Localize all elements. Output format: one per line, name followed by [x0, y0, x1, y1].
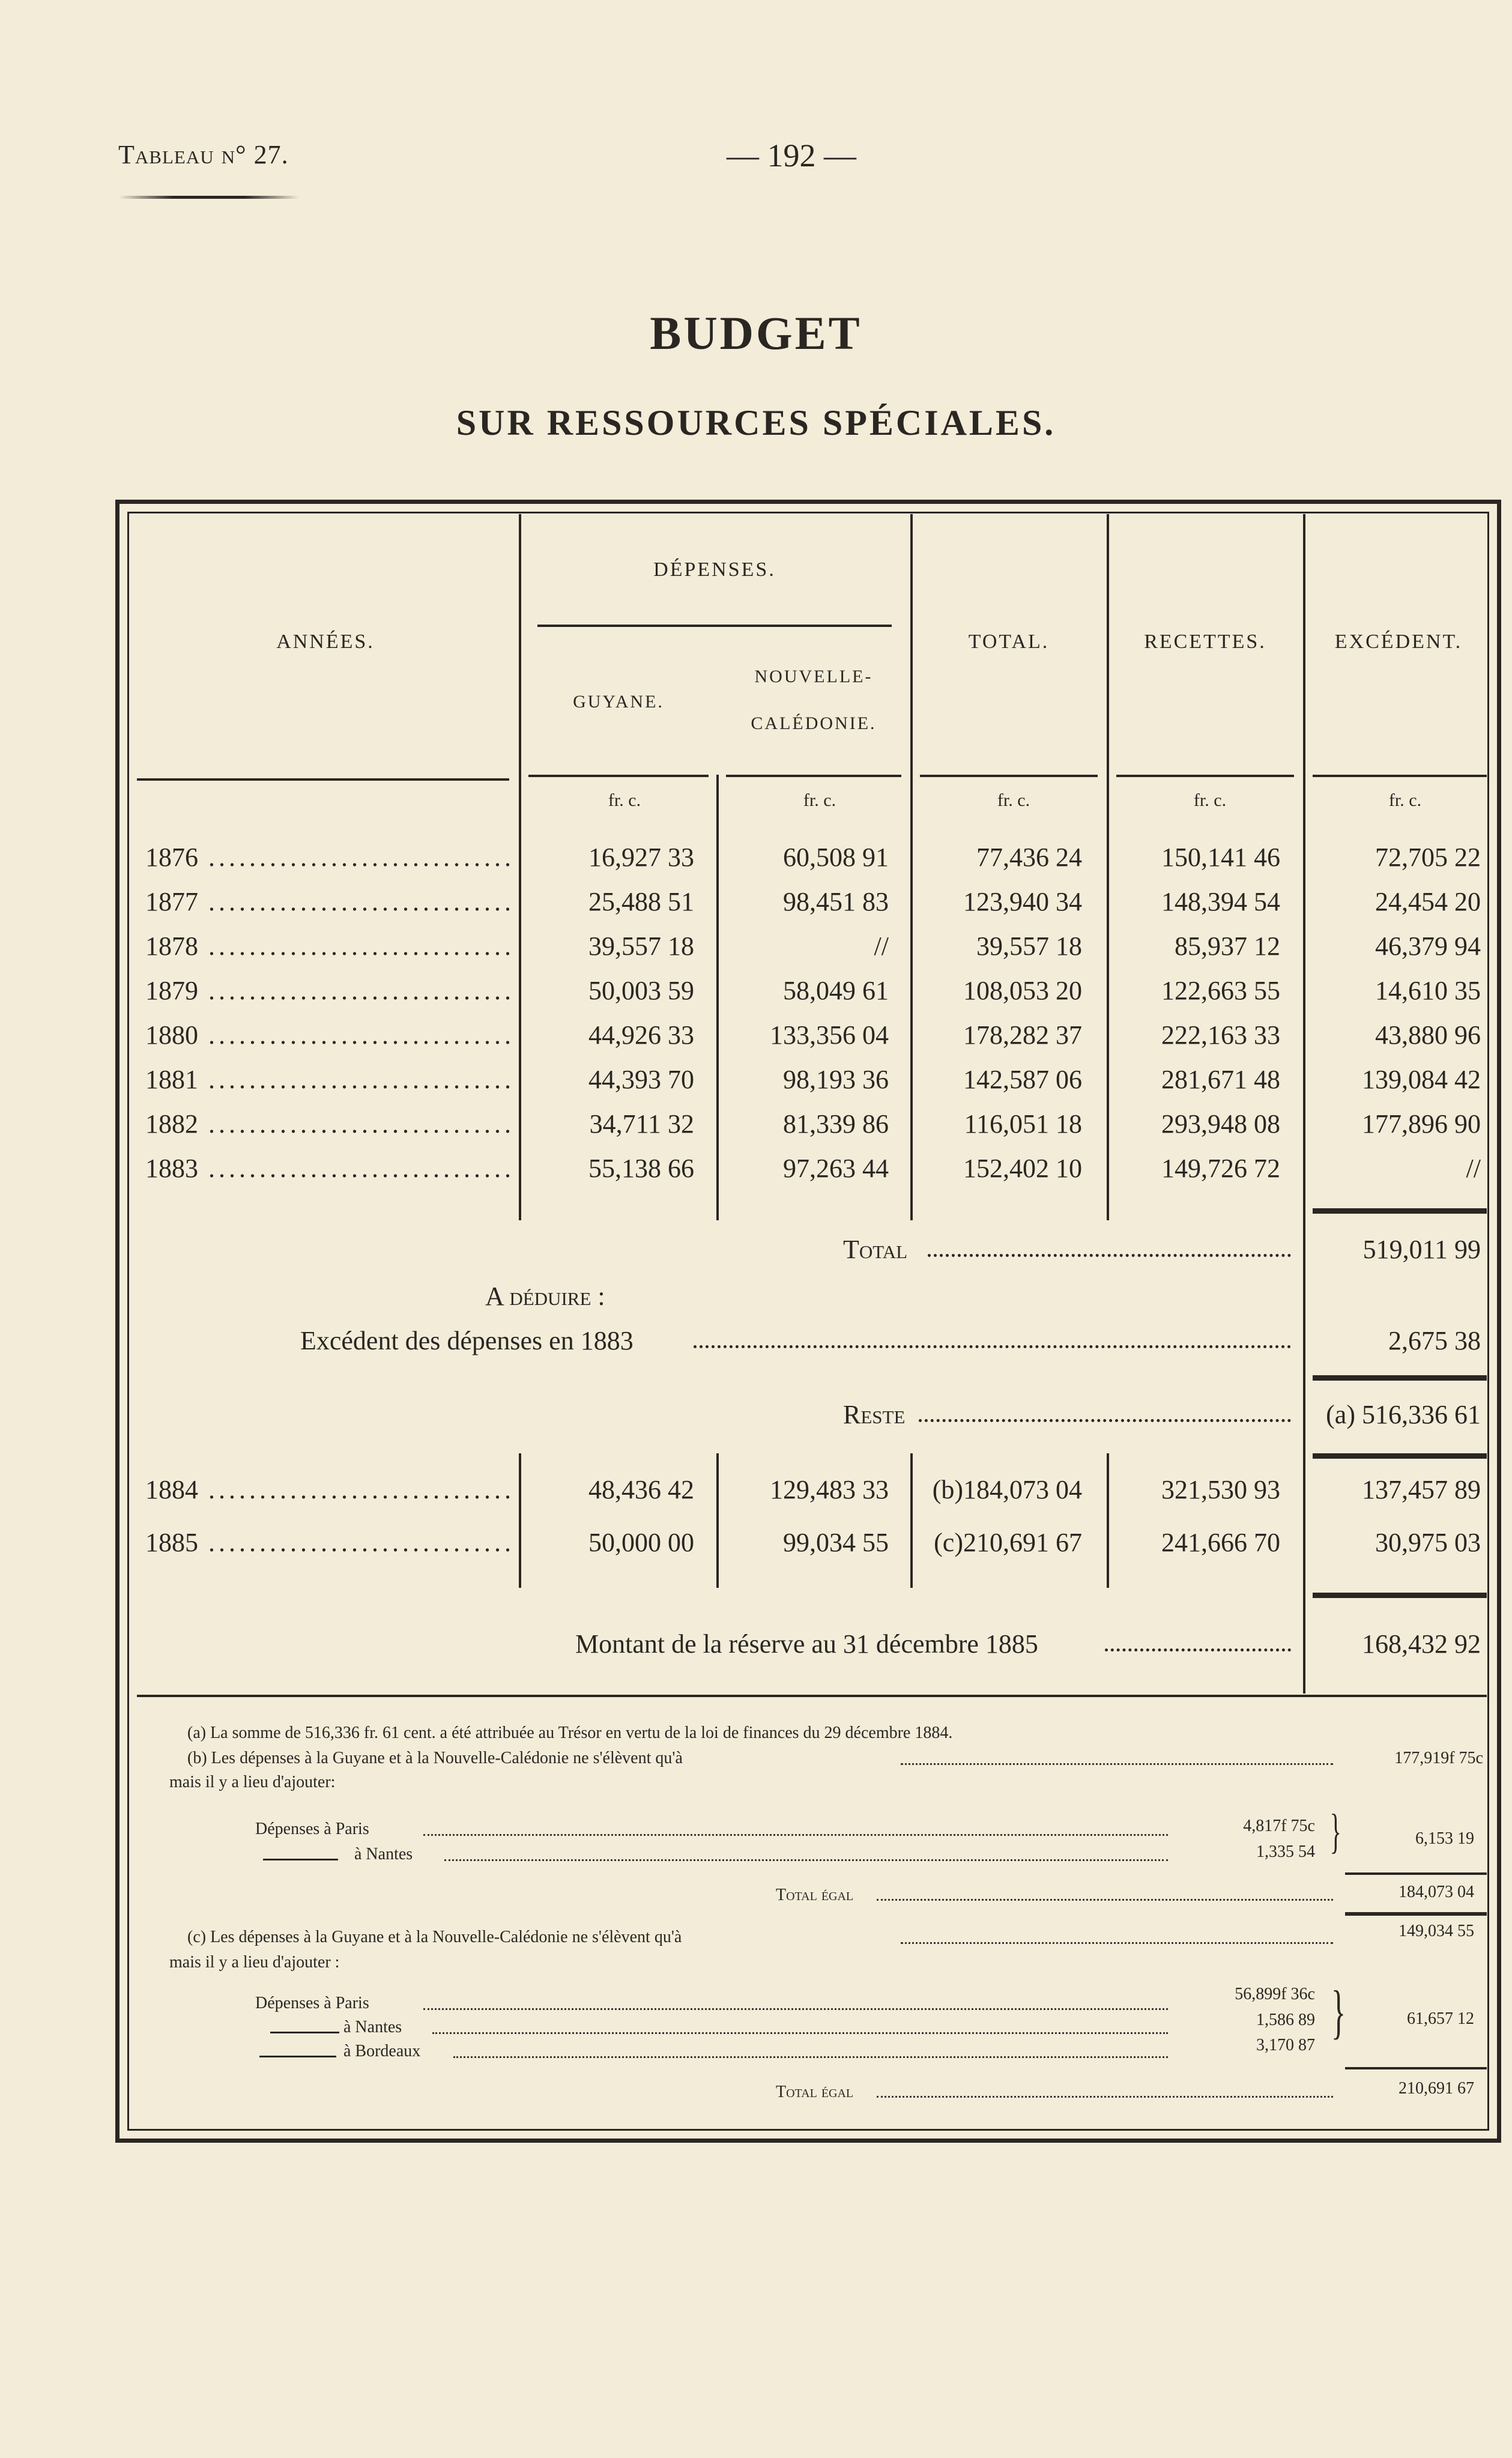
cell-guyane: 50,000 00 — [588, 1528, 694, 1557]
leader-dots — [432, 2032, 1168, 2034]
note-b-sub-value: 6,153 19 — [1415, 1829, 1474, 1848]
note-b-line2: mais il y a lieu d'ajouter: — [169, 1773, 336, 1791]
cell-caledonie: 133,356 04 — [770, 1020, 889, 1050]
cell-excedent: 177,896 90 — [1362, 1109, 1481, 1139]
cell-guyane: 16,927 33 — [588, 843, 694, 872]
cell-excedent: 46,379 94 — [1375, 931, 1481, 961]
unit-label: fr. c. — [997, 790, 1030, 810]
cell-recettes: 122,663 55 — [1161, 976, 1280, 1005]
cell-excedent: 137,457 89 — [1362, 1475, 1481, 1504]
brace: } — [1329, 1805, 1341, 1858]
note-c-sub-value: 61,657 12 — [1407, 2009, 1474, 2028]
col-total: TOTAL. — [968, 631, 1050, 653]
cell-guyane: 50,003 59 — [588, 976, 694, 1005]
ditto-rule — [259, 2056, 336, 2057]
cell-recettes: 241,666 70 — [1161, 1528, 1280, 1557]
cell-excedent: // — [1466, 1154, 1481, 1183]
cell-excedent: 30,975 03 — [1375, 1528, 1481, 1557]
note-b-value: 177,919f 75c — [1394, 1749, 1483, 1767]
unit-label: fr. c. — [608, 790, 641, 810]
leader-dots — [901, 1942, 1333, 1944]
table-number: Tableau n° 27. — [118, 140, 289, 169]
col-annees: ANNÉES. — [276, 631, 375, 653]
col-guyane: GUYANE. — [573, 692, 664, 712]
page-title: BUDGET — [650, 307, 862, 359]
rule — [1313, 1375, 1487, 1381]
notes-rule — [137, 1695, 1487, 1697]
total-value: 519,011 99 — [1362, 1235, 1481, 1264]
note-b-total-label: Total égal — [776, 1886, 854, 1904]
col-divider — [1303, 1453, 1305, 1694]
note-c-line1: (c) Les dépenses à la Guyane et à la Nouvelle-Calédonie ne s'élèvent qu'à — [187, 1928, 682, 1946]
montant-value: 168,432 92 — [1362, 1629, 1481, 1659]
cell-caledonie: // — [874, 931, 889, 961]
note-c-line2: mais il y a lieu d'ajouter : — [169, 1953, 340, 1972]
cell-guyane: 48,436 42 — [588, 1475, 694, 1504]
cell-excedent: 24,454 20 — [1375, 887, 1481, 916]
cell-total: 108,053 20 — [963, 976, 1082, 1005]
header-rule — [528, 775, 709, 777]
cell-recettes: 222,163 33 — [1161, 1020, 1280, 1050]
cell-guyane: 44,393 70 — [588, 1065, 694, 1094]
col-caledonie-1: NOUVELLE- — [754, 667, 873, 686]
cell-total: 77,436 24 — [976, 843, 1082, 872]
note-c-value: 149,034 55 — [1399, 1922, 1474, 1940]
rule — [1345, 2067, 1487, 2069]
row-year: 1884 ..... — [145, 1474, 512, 1505]
cell-total: 123,940 34 — [963, 887, 1082, 916]
cell-excedent: 72,705 22 — [1375, 843, 1481, 872]
rule — [1313, 1453, 1487, 1459]
cell-guyane: 25,488 51 — [588, 887, 694, 916]
cell-caledonie: 98,451 83 — [783, 887, 889, 916]
leader-dots — [453, 2056, 1168, 2058]
cell-guyane: 34,711 32 — [589, 1109, 694, 1139]
ditto-rule — [263, 1859, 338, 1860]
note-c-paris: Dépenses à Paris — [255, 1994, 369, 2012]
leader-dots — [444, 1859, 1168, 1861]
reste-label: Reste — [843, 1400, 906, 1429]
note-b-paris-value: 4,817f 75c — [1243, 1817, 1315, 1835]
col-caledonie-2: CALÉDONIE. — [751, 713, 877, 733]
row-year: 1878 ..... — [145, 931, 512, 961]
rule — [1313, 1593, 1487, 1598]
row-year: 1885 ..... — [145, 1527, 512, 1558]
col-divider — [910, 1453, 913, 1588]
note-c-total-value: 210,691 67 — [1399, 2079, 1474, 2098]
montant-label: Montant de la réserve au 31 décembre 1885 — [575, 1629, 1038, 1659]
cell-recettes: 148,394 54 — [1161, 887, 1280, 916]
unit-label: fr. c. — [1193, 790, 1227, 810]
cell-guyane: 39,557 18 — [588, 931, 694, 961]
note-b-total-value: 184,073 04 — [1399, 1883, 1474, 1901]
cell-total: 39,557 18 — [976, 931, 1082, 961]
cell-guyane: 44,926 33 — [588, 1020, 694, 1050]
cell-total: 152,402 10 — [963, 1154, 1082, 1183]
note-c-bordeaux: à Bordeaux — [343, 2042, 421, 2060]
a-deduire: A déduire : — [485, 1282, 605, 1311]
note-b-paris: Dépenses à Paris — [255, 1820, 369, 1838]
header-rule — [726, 775, 901, 777]
excedent-label: Excédent des dépenses en 1883 — [300, 1326, 634, 1355]
cell-caledonie: 98,193 36 — [783, 1065, 889, 1094]
rule — [1345, 1872, 1487, 1875]
note-b-nantes-value: 1,335 54 — [1256, 1842, 1315, 1861]
reste-value: (a) 516,336 61 — [1326, 1400, 1481, 1429]
header-rule — [920, 775, 1098, 777]
cell-caledonie: 60,508 91 — [783, 843, 889, 872]
cell-total: (b)184,073 04 — [932, 1475, 1082, 1504]
header-rule — [1116, 775, 1294, 777]
cell-excedent: 43,880 96 — [1375, 1020, 1481, 1050]
cell-recettes: 149,726 72 — [1161, 1154, 1280, 1183]
total-label: Total — [843, 1235, 908, 1264]
leader-dots — [423, 2008, 1168, 2010]
leader-dots — [928, 1254, 1291, 1257]
leader-dots — [694, 1345, 1291, 1348]
col-excedent: EXCÉDENT. — [1334, 631, 1463, 653]
note-c-nantes: à Nantes — [343, 2018, 402, 2036]
depenses-rule — [537, 625, 892, 627]
row-year: 1882 ..... — [145, 1109, 512, 1139]
leader-dots — [877, 2096, 1333, 2098]
rule — [1345, 1912, 1487, 1916]
excedent-value: 2,675 38 — [1388, 1326, 1481, 1355]
cell-caledonie: 97,263 44 — [783, 1154, 889, 1183]
cell-recettes: 281,671 48 — [1161, 1065, 1280, 1094]
note-a: (a) La somme de 516,336 fr. 61 cent. a été attribuée au Trésor en vertu de la loi de finances du 29 décembre 1884. — [187, 1724, 953, 1742]
cell-total: 116,051 18 — [964, 1109, 1082, 1139]
row-year: 1876 ..... — [145, 842, 512, 873]
row-year: 1880 ..... — [145, 1020, 512, 1050]
cell-recettes: 150,141 46 — [1161, 843, 1280, 872]
col-depenses: DÉPENSES. — [653, 558, 776, 581]
note-c-total-label: Total égal — [776, 2083, 854, 2101]
unit-label: fr. c. — [803, 790, 836, 810]
page-subtitle: SUR RESSOURCES SPÉCIALES. — [456, 403, 1056, 443]
leader-dots — [877, 1899, 1333, 1901]
col-divider — [519, 514, 521, 1220]
header-rule — [137, 778, 509, 781]
cell-excedent: 139,084 42 — [1362, 1065, 1481, 1094]
col-recettes: RECETTES. — [1144, 631, 1266, 653]
col-divider — [1303, 514, 1305, 1475]
cell-caledonie: 81,339 86 — [783, 1109, 889, 1139]
col-divider — [716, 775, 719, 1220]
note-c-nantes-value: 1,586 89 — [1256, 2011, 1315, 2029]
col-divider — [1107, 514, 1109, 1220]
cell-excedent: 14,610 35 — [1375, 976, 1481, 1005]
col-divider — [716, 1453, 719, 1588]
row-year: 1879 ..... — [145, 975, 512, 1006]
note-b-line1: (b) Les dépenses à la Guyane et à la Nouvelle-Calédonie ne s'élèvent qu'à — [187, 1749, 683, 1767]
col-divider — [910, 514, 913, 1220]
cell-recettes: 321,530 93 — [1161, 1475, 1280, 1504]
cell-caledonie: 129,483 33 — [770, 1475, 889, 1504]
leader-dots — [919, 1419, 1291, 1422]
cell-caledonie: 99,034 55 — [783, 1528, 889, 1557]
leader-dots — [1105, 1648, 1291, 1651]
row-year: 1877 ..... — [145, 886, 512, 917]
cell-recettes: 85,937 12 — [1175, 931, 1280, 961]
col-divider — [519, 1453, 521, 1588]
cell-total: (c)210,691 67 — [934, 1528, 1082, 1557]
cell-total: 142,587 06 — [963, 1065, 1082, 1094]
note-c-paris-value: 56,899f 36c — [1235, 1985, 1315, 2003]
row-year: 1883 ..... — [145, 1153, 512, 1184]
rule — [1313, 1208, 1487, 1214]
header-rule — [1313, 775, 1487, 777]
col-divider — [1107, 1453, 1109, 1588]
ditto-rule — [270, 2032, 339, 2033]
cell-recettes: 293,948 08 — [1161, 1109, 1280, 1139]
row-year: 1881 ..... — [145, 1064, 512, 1095]
leader-dots — [901, 1763, 1333, 1765]
leader-dots — [423, 1834, 1168, 1836]
cell-caledonie: 58,049 61 — [783, 976, 889, 1005]
note-b-nantes: à Nantes — [354, 1845, 413, 1863]
note-c-bordeaux-value: 3,170 87 — [1256, 2036, 1315, 2054]
cell-total: 178,282 37 — [963, 1020, 1082, 1050]
unit-label: fr. c. — [1388, 790, 1422, 810]
page-number: — 192 — — [727, 138, 856, 174]
brace: } — [1331, 1978, 1346, 2045]
header-rule — [119, 196, 299, 199]
cell-guyane: 55,138 66 — [588, 1154, 694, 1183]
